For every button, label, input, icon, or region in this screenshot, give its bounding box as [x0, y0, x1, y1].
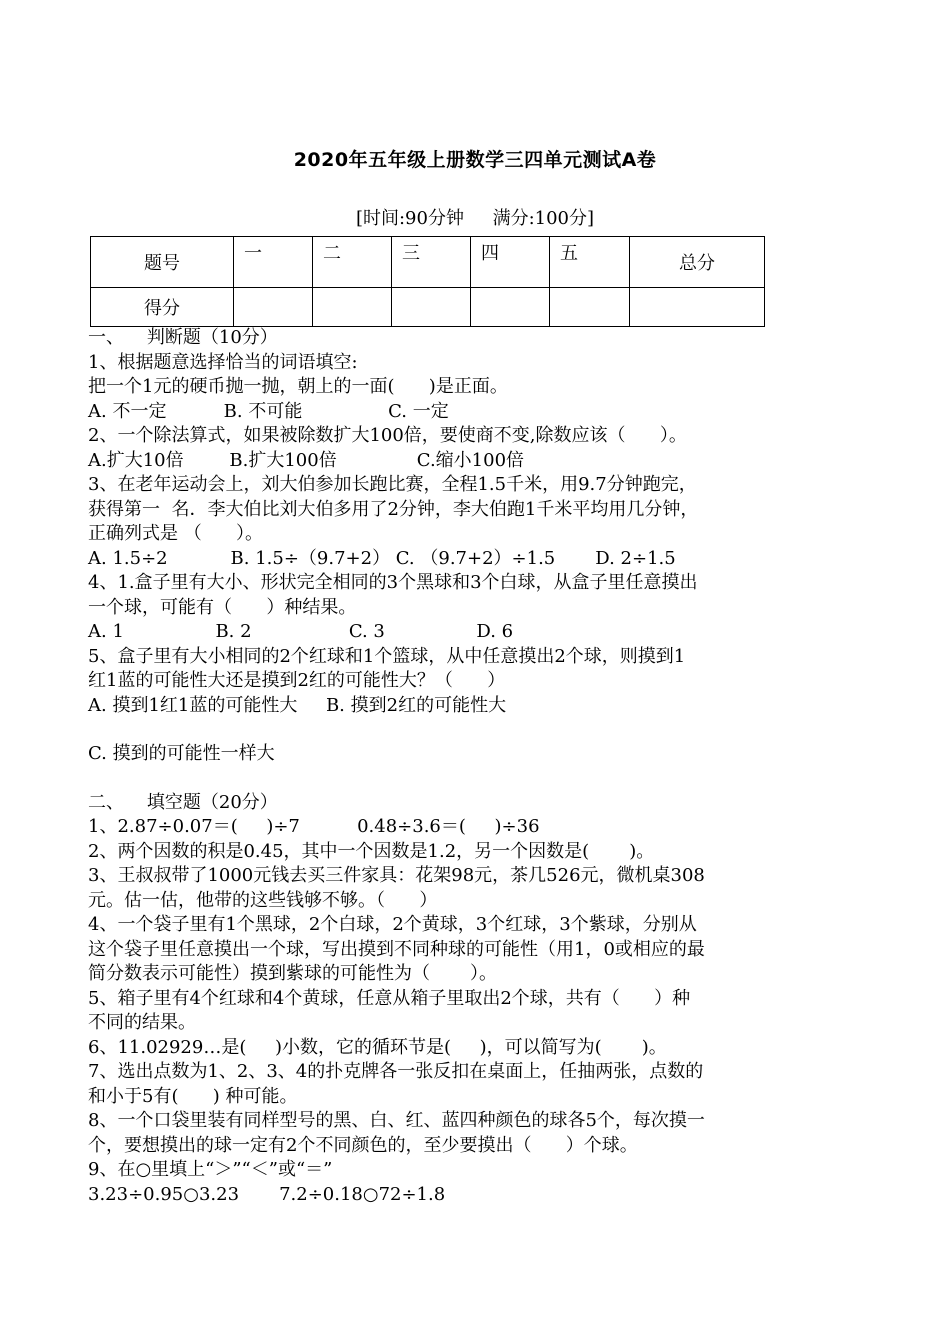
- header-section-2: 二: [313, 237, 392, 288]
- question-line: 获得第一 名．李大伯比刘大伯多用了2分钟，李大伯跑1千米平均用几分钟，: [88, 498, 699, 520]
- question-line: 不同的结果。: [88, 1012, 196, 1033]
- score-row-label: 得分: [91, 288, 234, 327]
- question-line: 红1蓝的可能性大还是摸到2红的可能性大？（ ）: [88, 670, 506, 691]
- question-line: 5、箱子里有4个红球和4个黄球，任意从箱子里取出2个球，共有（ ）种: [88, 987, 691, 1009]
- section-heading-judgment: 一、 判断题（10分）: [88, 327, 278, 348]
- header-section-1: 一: [234, 237, 313, 288]
- question-line: 和小于5有( ) 种可能。: [88, 1085, 298, 1107]
- score-cell-5[interactable]: [550, 288, 630, 327]
- question-line: 4、一个袋子里有1个黑球，2个白球，2个黄球，3个红球，3个紫球，分别从: [88, 914, 697, 935]
- question-line: 6、11.02929…是( )小数，它的循环节是( )，可以简写为( )。: [88, 1036, 667, 1058]
- question-line: 2、两个因数的积是0.45，其中一个因数是1.2，另一个因数是( )。: [88, 840, 655, 862]
- header-total: 总分: [630, 237, 765, 288]
- question-line: 4、1.盒子里有大小、形状完全相同的3个黑球和3个白球，从盒子里任意摸出: [88, 572, 698, 593]
- answer-options: A. 1.5÷2 B. 1.5÷（9.7+2） C. （9.7+2）÷1.5 D. 2÷1.5: [88, 547, 676, 569]
- question-line: 2、一个除法算式，如果被除数扩大100倍，要使商不变,除数应该（ ）。: [88, 425, 687, 446]
- answer-options: A.扩大10倍 B.扩大100倍 C.缩小100倍: [88, 449, 525, 471]
- score-cell-1[interactable]: [234, 288, 313, 327]
- header-section-4: 四: [471, 237, 550, 288]
- question-line: 3、在老年运动会上，刘大伯参加长跑比赛，全程1.5千米，用9.7分钟跑完，: [88, 474, 697, 495]
- score-table: [90, 236, 765, 327]
- header-section-3: 三: [392, 237, 471, 288]
- question-line: 这个袋子里任意摸出一个球，写出摸到不同种球的可能性（用1，0或相应的最: [88, 938, 705, 960]
- question-line: 7、选出点数为1、2、3、4的扑克牌各一张反扣在桌面上，任抽两张，点数的: [88, 1061, 704, 1082]
- answer-options: A. 不一定 B. 不可能 C. 一定: [88, 400, 449, 422]
- question-line: 个，要想摸出的球一定有2个不同颜色的，至少要摸出（ ）个球。: [88, 1134, 638, 1156]
- exam-content: [88, 326, 868, 1207]
- question-line: 元。估一估，他带的这些钱够不够。（ ）: [88, 889, 438, 911]
- question-line: 8、一个口袋里装有同样型号的黑、白、红、蓝四种颜色的球各5个，每次摸一: [88, 1110, 705, 1131]
- score-cell-3[interactable]: [392, 288, 471, 327]
- score-cell-2[interactable]: [313, 288, 392, 327]
- question-line: 1、根据题意选择恰当的词语填空:: [88, 351, 358, 373]
- section-heading-fill-in: 二、 填空题（20分）: [88, 791, 278, 813]
- question-line: 把一个1元的硬币抛一抛，朝上的一面( )是正面。: [88, 376, 508, 397]
- question-line: 1、2.87÷0.07＝( )÷7 0.48÷3.6＝( )÷36: [88, 816, 540, 837]
- question-line: 3、王叔叔带了1000元钱去买三件家具：花架98元，茶几526元，微机桌308: [88, 865, 705, 886]
- question-line: 9、在○里填上“＞”“＜”或“＝”: [88, 1159, 333, 1180]
- answer-options: A. 摸到1红1蓝的可能性大 B. 摸到2红的可能性大: [88, 694, 507, 716]
- score-cell-4[interactable]: [471, 288, 550, 327]
- answer-options: A. 1 B. 2 C. 3 D. 6: [88, 621, 514, 642]
- question-line: 正确列式是 （ ）。: [88, 523, 264, 544]
- page-title: 2020年五年级上册数学三四单元测试A卷: [293, 149, 657, 171]
- score-cell-total[interactable]: [630, 288, 765, 327]
- question-line: 5、盒子里有大小相同的2个红球和1个篮球，从中任意摸出2个球，则摸到1: [88, 645, 686, 667]
- score-table-score-row: [91, 288, 765, 327]
- header-question-number: 题号: [91, 237, 234, 288]
- score-table-header-row: [91, 237, 765, 288]
- question-line: 简分数表示可能性）摸到紫球的可能性为（ ）。: [88, 963, 498, 984]
- question-line: 一个球，可能有（ ）种结果。: [88, 596, 357, 618]
- question-line: 3.23÷0.95○3.23 7.2÷0.18○72÷1.8: [88, 1183, 446, 1205]
- exam-meta: [时间:90分钟 满分:100分]: [355, 208, 595, 229]
- answer-options: C. 摸到的可能性一样大: [88, 743, 275, 764]
- header-section-5: 五: [550, 237, 630, 288]
